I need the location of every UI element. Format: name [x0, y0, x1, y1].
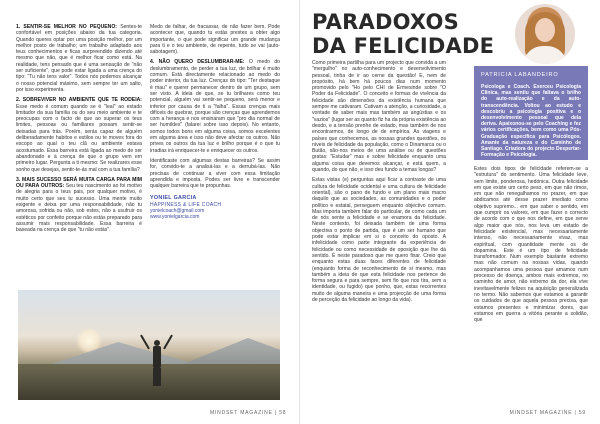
right-page [300, 0, 600, 424]
author-name: PATRICIA LABANDEIRO [481, 72, 559, 78]
author-photo [504, 4, 586, 64]
paragraph: 4. NÃO QUERO DESLUMBRAR-ME: O medo do deslumbramento, de perder a tua luz, de brilhar é muito comum. Está directamente relacionado ao medo do poder interior, da tua luz. Crenças do tipo: "Ter destaque é mau" e querer permanecer dentro de um grupo, sem ser visto. A ideia de que, se tu brilhares como teu potencial, alguém vai sentir-se pequeno, será menor e inferior por causa de ti a "falha". Essas crenças mais difíceis de quebrar, porque são crenças que aprendemos com a herança e nos ensinaram que "pro dia normal de ser humildes" (falarei sobre isso depois). No entanto, somos todos bons em alguma coisa, somos excelentes em alguma área e isso não deve afectar os outros. Não prives os outros da tua luz e brilho porque é o que tu irradias irá enriquecer-te e enriquecer os outros. [150, 59, 280, 154]
author-bio-box [474, 66, 588, 160]
author-bio: Psicologa e Coach. Exerceu Psicologia Clínica, mas sentiu que faltava o brilho do auto-realização e da auto-transcendência. Voltou ao estudo e descobriu a psicologia positiva e o desenvolvimento pessoal que dela deriva. Apaixonou-se pelo Coaching e fez vários certificações, bem como uma Pós-Graduação específica para Psicólogos. Amante da natureza e do Caminho de Santiago. Criadora do projecto Despertar-Formação e Psicologia. [481, 84, 581, 159]
paragraph: 1. SENTIR-SE MELHOR NO PEQUENO: Sentes-te confortável em posições abaixo da tua categoria. Quando queres optar por uma posição melhor, por um melhor posto de trabalho; um trabalho adaptado aos teus conhecimentos e ficas surpreendido dizendo até mesmo que não, que é melhor ficar como está. Na realidade, tens pensado que é uma sensação de "não ser suficiente", que pode estar ligada a uma crença do tipo: "Tu não tens valor". Todos nós podemos alcançar o nosso potencial máximo, sem sempre ter um salto, por isso experimenta. [16, 24, 142, 93]
page-footer: MINDSET MAGAZINE | 58 [210, 410, 287, 416]
section-heading: 4. NÃO QUERO DESLUMBRAR-ME: [150, 59, 245, 66]
author-portrait [515, 4, 575, 64]
person-silhouette [150, 340, 164, 386]
signature-name: YONIEL GARCIA [150, 195, 197, 202]
signature-email-link[interactable]: yonielcoach@gmail.com [150, 208, 205, 215]
left-column-1 [16, 24, 142, 238]
right-column-2 [474, 166, 588, 327]
article-title: PARADOXOS DA FELICIDADE [312, 10, 495, 58]
paragraph: 2. SOBREVIVER NO AMBIENTE QUE TE RODEIA: Esse medo é comum quando se é "leal" ao estado limitador da sua família ou do seu meio ambiente e te preocupas com o facto de que ao superar os teus limites, pessoas ou familiares possam sentir-se deixadas para trás. Porém, serás capaz de alguém deliberadamente habitos e estilos ou te moves fora do escopo ao qual o teu clã ou ambiente estava acostumado. Essa barreira está ligada ao medo de ser abandonado e à crença de que o grupo vem em primeiro lugar. Pergunta a ti mesmo: Se realizares esse sonho que desejas, sentir-te-ás mal com a tua família? [16, 97, 142, 173]
signature-role: HAPPINESS & LIFE COACH [150, 201, 222, 208]
author-signature [150, 195, 280, 220]
ground-shape [18, 364, 280, 400]
signature-website-link[interactable]: www.yonielgarcia.com [150, 214, 200, 221]
paragraph: Como primeira partilha para um projecto que convida a um "mergulho" no auto-conhecimento e desenvolvimento pessoal, tinha de ir ao cerne da questão! E, nem de propósito, há bem há poucos dias num momento promovido pelo "Ho pelo CHI de Ermesinde sobre "O Poder da Felicidade". O conceito e formas de vivência da felicidade são dimensões da existência humana que sempre me cativaram. Cativam a atenção, a curiosidade, a vontade de saber mais mas também as angústias e os "vazios" (lugar ser as quanto fiz ha da própria existência ao desdo, e a tensão prenhe de estado, mas também de nos encontrarmos, de longo de de empírica. As viagens e países que conhecemos, as nossas grandes questões, os níveis de felicidade da população, como o Dinamarca ou o Butão, são-nos meios de uma análise ou de questões gratas: "Estudar" mas e sobre felicidade enquanto uma alguma coisa que devemos alcançar, e está quem, a quando, do que não, e isso deu fundo a temas longas? [312, 60, 446, 174]
section-heading: 3. MAIS SUCESSO SERÁ MUITA CARGA PARA MIM OU PARA OUTROS: [16, 176, 142, 190]
paragraph: Estas vistas (e) perguntas aqui ficar a contraste de uma cultura de felicidade ocidental e uma cultura de felicidade oriental), são o pano de fundo e um plano mais macro daquilo que as sociedades, as comunidades e o poder político e estatal, perseguem enquanto objectivo comum. Mas importa também falar do particular, de como cada um de nós sente a felicidade e se enamora da felicidade. Neste contexto, foi deixada também de uma forma objectiva o ponto de partida, que é um ser humano que pode estar implicar em si o conceito do oposto. A infelicidade como parte integrante da experiência de felicidade ou como necessidade de oposição que lhe dá sentido. É neste paradoxo que me quero fixar. Creio que enquanto estas duas faces diferentes de felicidade (enquanto forma de reconhecimento de si mesmo, mas também a ideia de que esta felicidade nos pertence de forma segura e para sempre, sem fio que nos tira, sem a identidade, ou fugido) que ponho, que, estas recorrentes muito de alguma maneira e uma projecção de uma forma de perceção da felicidade ao longo da vida). [312, 177, 446, 303]
right-column-1 [312, 60, 446, 307]
paragraph: 3. MAIS SUCESSO SERÁ MUITA CARGA PARA MIM OU PARA OUTROS: Seu teu nascimento ao foi motivo de alegria para o teus pais, por qualquer motivo, é muito certo que seu tu sucesso. Uma mente muito exigente e deixa por uma responsabilidade, não tu amorosa, sofrida ou não, sob estes, não a usufruir os estéticos por confeito porque não estás preparado para assumir mais responsabilidade. Essa barreira é baseada na crença de que "tu não estás". [16, 176, 142, 234]
paragraph: Identificaste com algumas destas barreiras? Se assim for, convido-te a analisá-las e a derrubá-las. Não precisas de continuar a viver com essa limitação aprendida e imposta. Podes ser livre e transcender qualquer barreira que te propunhas. [150, 157, 280, 190]
section-heading: 2. SOBREVIVER NO AMBIENTE QUE TE RODEIA: [16, 97, 142, 104]
paragraph: Medo de falhar, de fracassar, de não fazer bem. Pode acontecer que, quando tu estás prestes a obter algo importante, o que pode significar um grande mudança para ti e o teu ambiente, de repente, tudo se vai (auto-sabotagem). [150, 24, 280, 56]
mountain-person-photo [18, 290, 280, 400]
left-column-2 [150, 24, 280, 221]
page-footer: MINDSET MAGAZINE | 59 [509, 410, 586, 416]
paragraph: Estes dois tipos de felicidade referem-se a "estrutura" do sentimento. Uma felicidade leve, sem limite, ponderosa, hedónica. Outra felicidade em que existe um certo peso, em que não rimos, em que não renegalhamos no prazer, em que abdicamos até desse prazer imediato como objetivo supremo... em que saber o sentido, em que cumprir os valores, em que fazer o correcto de acordo com o que nos define, em que serve algo maior que nós, nos leva um estado de felicidade existencial, mas necessariamente intenso, não necessariamente vivaz, mas espiritual, com quantidade mente os de dopamina. Este é um tipo de felicidade transformador. Num exemplo bastante extremo mas não comum na nossas vidas, quando acompanhamos uma pessoa que amamos num processo de doença, ambos mais extremos, no caminho de amor, não extremo da dor, ela vive inevitavelmente felizes na aquisição generalizada no termo. Não sabemos que estamos a garantir os cuidados de que aquela pessoa precisa, que estamos presentes e minimizar dores, que estamos em guerra a vitória perante a solidão, que [474, 166, 588, 324]
section-heading: 1. SENTIR-SE MELHOR NO PEQUENO: [16, 24, 117, 30]
